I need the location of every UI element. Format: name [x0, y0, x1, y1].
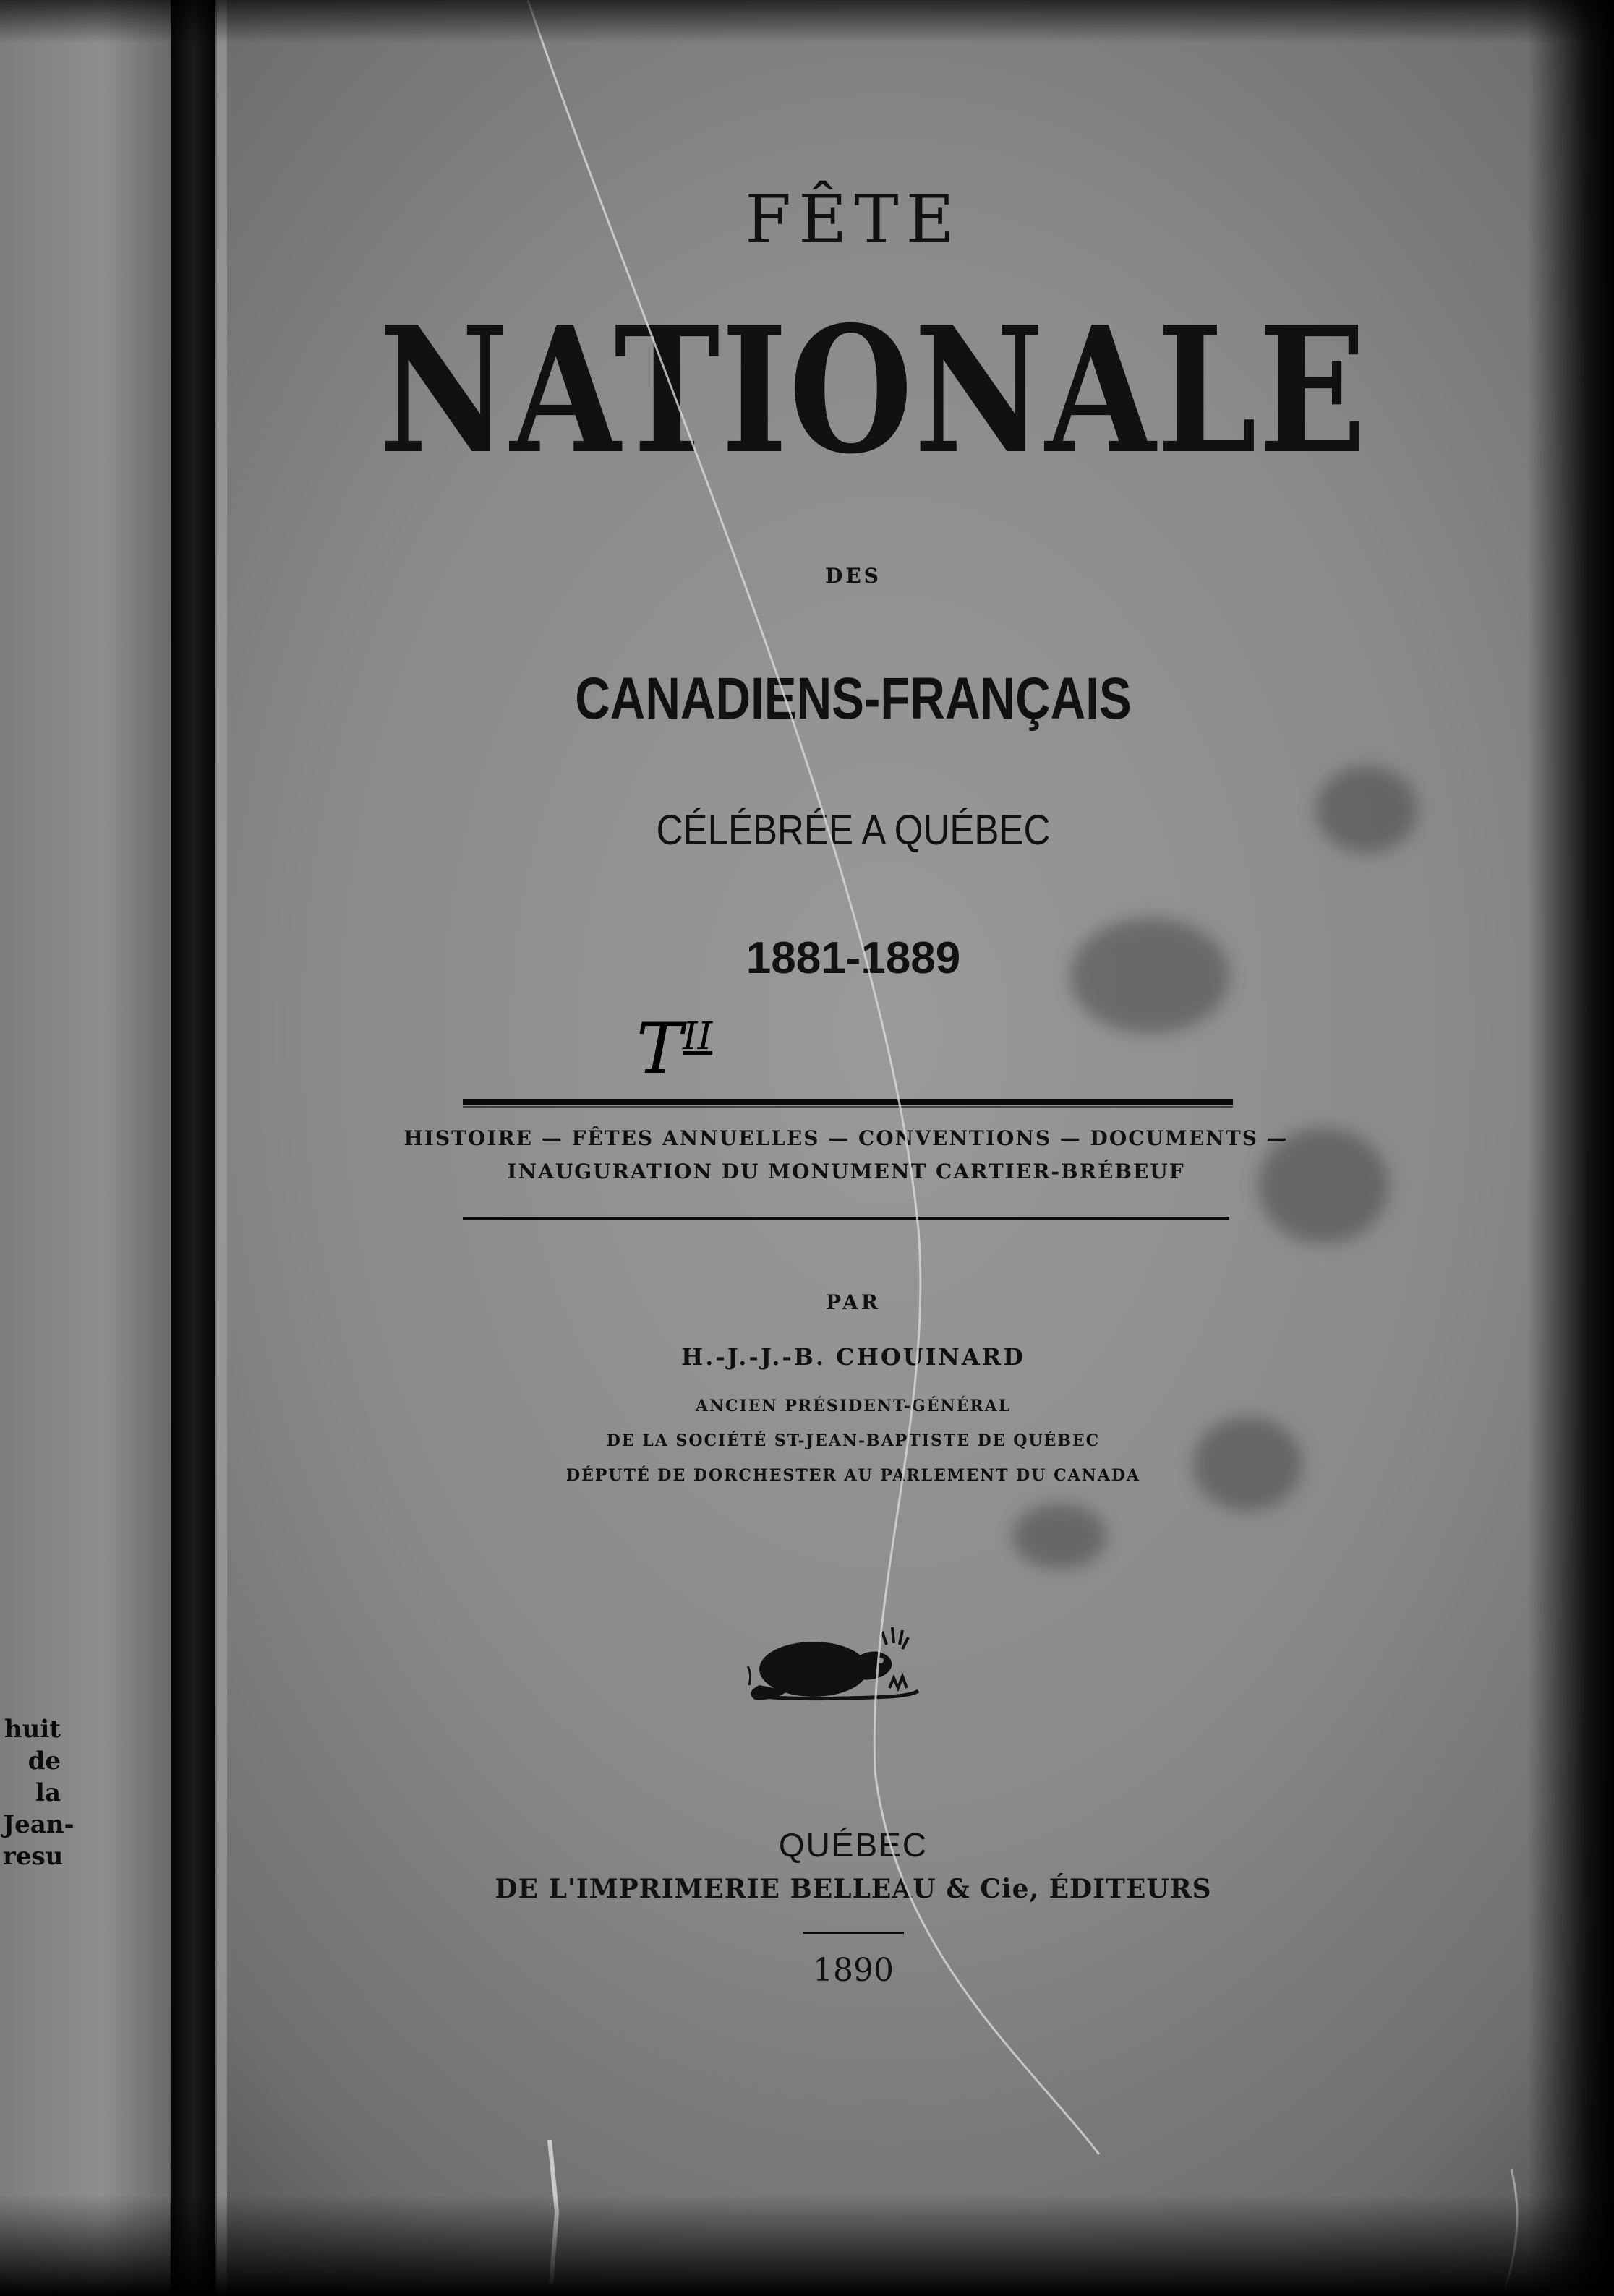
scan-edge-top [0, 0, 1614, 43]
title-canadiens-francais: CANADIENS-FRANÇAIS [575, 666, 1132, 732]
title-celebree: CÉLÉBRÉE A QUÉBEC [656, 807, 1051, 854]
scan-edge-bottom [0, 2195, 1614, 2296]
adjacent-line: de la [27, 1747, 61, 1807]
handwritten-sup: II [683, 1015, 713, 1058]
author-name: H.-J.-J.-B. CHOUINARD [680, 1343, 1025, 1371]
title-years: 1881-1889 [746, 933, 961, 983]
title-fete: FÊTE [745, 181, 962, 258]
imprint-year: 1890 [813, 1952, 894, 1989]
adjacent-line: Jean- [3, 1810, 74, 1839]
imprint-publisher: DE L'IMPRIMERIE BELLEAU & Cie, ÉDITEURS [495, 1874, 1212, 1904]
title-nationale: NATIONALE [379, 288, 1368, 492]
title-des: DES [825, 564, 881, 588]
author-credential: ANCIEN PRÉSIDENT-GÉNÉRAL [695, 1397, 1012, 1415]
adjacent-line: huit [4, 1715, 61, 1744]
author-credential: DE LA SOCIÉTÉ ST-JEAN-BAPTISTE DE QUÉBEC [606, 1431, 1101, 1450]
adjacent-line: resu [3, 1842, 64, 1871]
author-credential: DÉPUTÉ DE DORCHESTER AU PARLEMENT DU CANADA [566, 1466, 1140, 1485]
author-by: PAR [825, 1290, 881, 1314]
handwritten-main: T [636, 1008, 683, 1089]
imprint-city: QUÉBEC [778, 1826, 928, 1864]
scan-edge-right [1527, 0, 1614, 2296]
subjects-line: HISTOIRE — FÊTES ANNUELLES — CONVENTIONS — DOCUMENTS — [404, 1126, 1289, 1150]
subjects-line: INAUGURATION DU MONUMENT CARTIER-BRÉBEUF [507, 1160, 1185, 1183]
